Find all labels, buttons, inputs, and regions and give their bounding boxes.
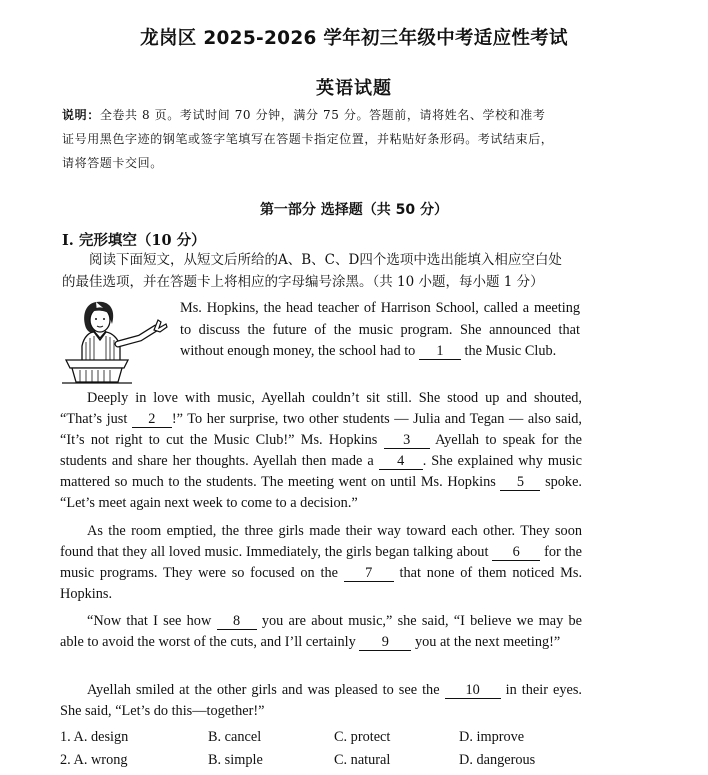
- option-1c: C. protect: [334, 729, 391, 745]
- passage-paragraph-1: Ms. Hopkins, the head teacher of Harrison School, called a meeting to discuss the future of the music program. She announced that without enough money, the school had to 1 the Music Club.: [180, 300, 580, 359]
- passage-paragraph-3: As the room emptied, the three girls made their way toward each other. They soon found that they all loved music. Immediately, the girls began talking about 6 for the music programs. They were so focused on the 7 that none of them noticed Ms. Hopkins.: [60, 523, 583, 602]
- section-instructions: [62, 249, 662, 293]
- blank-4: 4: [379, 453, 423, 470]
- blank-6: 6: [492, 544, 540, 561]
- option-1a: 1. A. design: [60, 729, 129, 745]
- blank-1: 1: [419, 343, 461, 360]
- part-title: 第一部分 选择题（共 50 分）: [259, 202, 449, 218]
- blank-5: 5: [500, 474, 540, 491]
- passage-paragraph-5: Ayellah smiled at the other girls and was pleased to see the 10 in their eyes. She said, “Let’s do this—together!”: [60, 682, 582, 719]
- blank-7: 7: [344, 565, 394, 582]
- blank-9: 9: [359, 634, 411, 651]
- option-1b: B. cancel: [208, 729, 262, 745]
- notice-label: 说明：: [62, 108, 100, 122]
- teacher-illustration: [62, 298, 174, 384]
- exam-notice: [62, 103, 652, 175]
- instructions-line-1: 阅读下面短文，从短文后所给的A、B、C、D四个选项中选出能填入相应空白处: [89, 252, 562, 268]
- exam-subtitle: 英语试题: [316, 78, 392, 99]
- option-2c: C. natural: [334, 752, 391, 768]
- passage-paragraph-2: Deeply in love with music, Ayellah couldn’t sit still. She stood up and shouted, “That’s just 2 !” To her surprise, two other students — Julia and Tegan — also said, “It’s not right to cut the Music Club!” Ms. Hopkins 3 Ayellah to speak for the students and share her thoughts. Ayellah then made a 4 . She explained why music mattered so much to the students. The meeting went on until Ms. Hopkins 5 spoke. “Let’s meet again next week to come to a decision.”: [60, 390, 583, 511]
- blank-3: 3: [384, 432, 430, 449]
- option-2d: D. dangerous: [459, 752, 536, 768]
- blank-8: 8: [217, 613, 257, 630]
- notice-line-1: 说明：全卷共 8 页。考试时间 70 分钟，满分 75 分。答题前，请将姓名、学校和准考: [62, 108, 546, 122]
- section-title: I. 完形填空（10 分）: [62, 232, 206, 249]
- option-2b: B. simple: [208, 752, 263, 768]
- option-2a: 2. A. wrong: [60, 752, 128, 768]
- blank-2: 2: [132, 411, 172, 428]
- notice-line-3: 请将答题卡交回。: [62, 156, 163, 170]
- option-1d: D. improve: [459, 729, 525, 745]
- blank-10: 10: [445, 682, 501, 699]
- exam-title: 龙岗区 2025-2026 学年初三年级中考适应性考试: [140, 28, 568, 49]
- passage-paragraph-4: “Now that I see how 8 you are about music,” she said, “I believe we may be able to avoid the worst of the cuts, and I’ll certainly 9 you at the next meeting!”: [60, 613, 582, 650]
- notice-line-2: 证号用黑色字迹的钢笔或签字笔填写在答题卡指定位置，并粘贴好条形码。考试结束后，: [62, 132, 554, 146]
- instructions-line-2: 的最佳选项，并在答题卡上将相应的字母编号涂黑。（共 10 小题，每小题 1 分）: [62, 274, 544, 290]
